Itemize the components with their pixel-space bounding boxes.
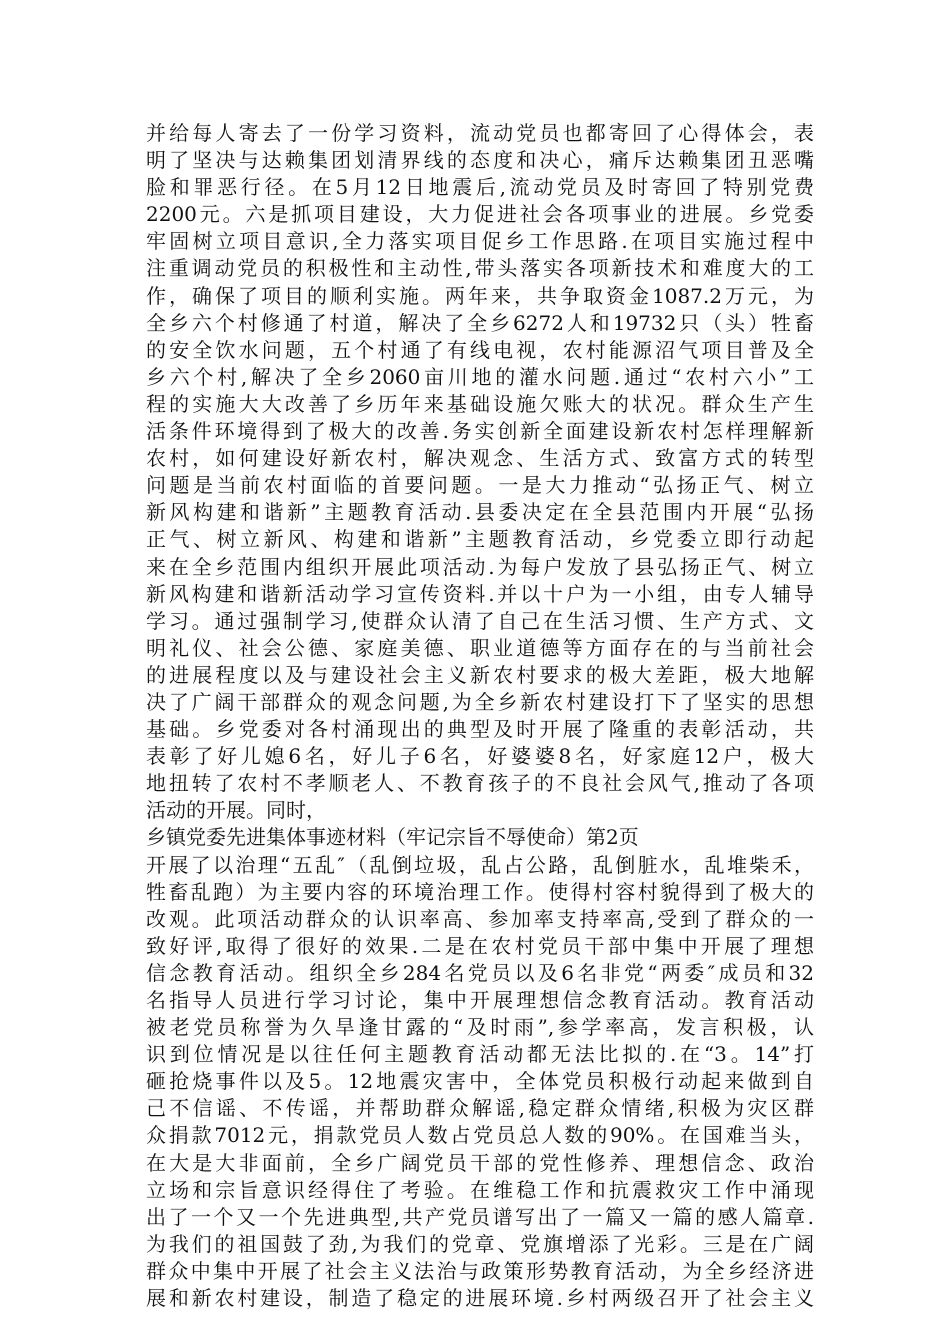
text-line: 开展了以治理“五乱″（乱倒垃圾，乱占公路，乱倒脏水，乱堆柴禾， (146, 852, 814, 877)
text-line: 众捐款7012元，捐款党员人数占党员总人数的90%。在国难当头， (146, 1123, 814, 1148)
body-text-section-1 (146, 120, 814, 824)
text-line: 农村，如何建设好新农村，解决观念、生活方式、致富方式的转型 (146, 446, 814, 471)
text-line: 被老党员称誉为久旱逢甘露的“及时雨”,参学率高，发言积极，认 (146, 1015, 814, 1040)
text-line: 决了广阔干部群众的观念问题,为全乡新农村建设打下了坚实的思想 (146, 689, 814, 714)
text-line: 新风构建和谐新活动学习宣传资料.并以十户为一小组，由专人辅导 (146, 581, 814, 606)
body-text-section-2 (146, 852, 814, 1313)
text-line: 来在全乡范围内组织开展此项活动.为每户发放了县弘扬正气、树立 (146, 554, 814, 579)
text-line: 学习。通过强制学习,使群众认清了自己在生活习惯、生产方式、文 (146, 608, 814, 633)
text-line: 出了一个又一个先进典型,共产党员谱写出了一篇又一篇的感人篇章. (146, 1204, 814, 1229)
text-line: 并给每人寄去了一份学习资料，流动党员也都寄回了心得体会，表 (146, 121, 814, 145)
text-line: 的进展程度以及与建设社会主义新农村要求的极大差距，极大地解 (146, 662, 814, 687)
text-line: 乡六个村,解决了全乡2060亩川地的灌水问题.通过“农村六小”工 (146, 364, 814, 389)
text-line: 注重调动党员的积极性和主动性,带头落实各项新技术和难度大的工 (146, 256, 814, 281)
text-line: 2200元。六是抓项目建设，大力促进社会各项事业的进展。乡党委 (146, 202, 814, 227)
text-line: 群众中集中开展了社会主义法治与政策形势教育活动，为全乡经济进 (146, 1258, 814, 1283)
text-line: 地扭转了农村不孝顺老人、不教育孩子的不良社会风气,推动了各项 (146, 771, 814, 796)
text-line: 牲畜乱跑）为主要内容的环境治理工作。使得村容村貌得到了极大的 (146, 879, 814, 904)
text-line: 活条件环境得到了极大的改善.务实创新全面建设新农村怎样理解新 (146, 419, 814, 444)
text-line: 全乡六个村修通了村道，解决了全乡6272人和19732只（头）牲畜 (146, 310, 814, 335)
text-line: 己不信谣、不传谣，并帮助群众解谣,稳定群众情绪,积极为灾区群 (146, 1096, 814, 1121)
text-line: 牢固树立项目意识,全力落实项目促乡工作思路.在项目实施过程中 (146, 229, 814, 254)
text-line: 在大是大非面前，全乡广阔党员干部的党性修养、理想信念、政治 (146, 1150, 814, 1175)
text-line: 表彰了好儿媳6名，好儿子6名，好婆婆8名，好家庭12户，极大 (146, 744, 814, 769)
document-page (146, 120, 814, 1312)
text-line: 砸抢烧事件以及5。12地震灾害中，全体党员积极行动起来做到自 (146, 1069, 814, 1094)
text-line: 问题是当前农村面临的首要问题。一是大力推动“弘扬正气、树立 (146, 473, 814, 498)
text-line: 明了坚决与达赖集团划清界线的态度和决心，痛斥达赖集团丑恶嘴 (146, 148, 814, 173)
text-line: 为我们的祖国鼓了劲,为我们的党章、党旗增添了光彩。三是在广阔 (146, 1231, 814, 1256)
text-line: 基础。乡党委对各村涌现出的典型及时开展了隆重的表彰活动，共 (146, 717, 814, 742)
text-line: 名指导人员进行学习讨论，集中开展理想信念教育活动。教育活动 (146, 988, 814, 1012)
text-line: 致好评,取得了很好的效果.二是在农村党员干部中集中开展了理想 (146, 933, 814, 958)
text-line: 明礼仪、社会公德、家庭美德、职业道德等方面存在的与当前社会 (146, 635, 814, 660)
text-line: 程的实施大大改善了乡历年来基础设施欠账大的状况。群众生产生 (146, 391, 814, 416)
text-line: 展和新农村建设，制造了稳定的进展环境.乡村两级召开了社会主义 (146, 1286, 814, 1311)
text-line: 信念教育活动。组织全乡284名党员以及6名非党“两委″成员和32 (146, 960, 814, 985)
text-line: 正气、树立新风、构建和谐新”主题教育活动，乡党委立即行动起 (146, 527, 814, 552)
text-line: 识到位情况是以往任何主题教育活动都无法比拟的.在“3。14”打 (146, 1042, 814, 1067)
text-line: 的安全饮水问题，五个村通了有线电视，农村能源沼气项目普及全 (146, 337, 814, 362)
text-line: 活动的开展。同时， (146, 798, 326, 823)
page-header: 乡镇党委先进集体事迹材料（牢记宗旨不辱使命）第2页 (146, 825, 639, 850)
text-line: 立场和宗旨意识经得住了考验。在维稳工作和抗震救灾工作中涌现 (146, 1177, 814, 1202)
text-line: 作，确保了项目的顺利实施。两年来，共争取资金1087.2万元，为 (146, 283, 814, 308)
text-line: 改观。此项活动群众的认识率高、参加率支持率高,受到了群众的一 (146, 906, 814, 931)
text-line: 脸和罪恶行径。在5月12日地震后,流动党员及时寄回了特别党费 (146, 175, 814, 200)
text-line: 新风构建和谐新”主题教育活动.县委决定在全县范围内开展“弘扬 (146, 500, 814, 525)
